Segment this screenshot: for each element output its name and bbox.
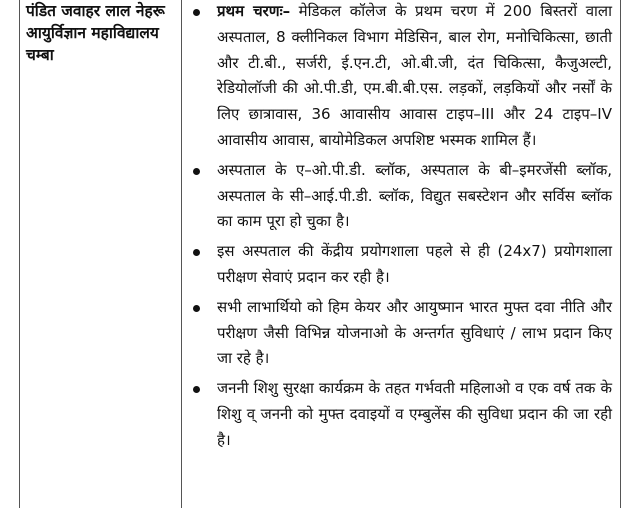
details-cell (182, 0, 620, 508)
bullet-text: इस अस्पताल की केंद्रीय प्रयोगशाला पहले से ही (24x7) प्रयोगशाला परीक्षण सेवाएं प्रदान कर रही है। (217, 242, 612, 286)
bullet-lead: प्रथम चरणः– (217, 2, 291, 20)
bullet-item (182, 158, 620, 235)
bullet-dot-icon (193, 386, 200, 393)
bullet-text: अस्पताल के ए–ओ.पी.डी. ब्लॉक, अस्पताल के बी–इमरजेंसी ब्लॉक, अस्पताल के सी–आई.पी.डी. ब्लॉक, विद्युत सबस्टेशन और सर्विस ब्लॉक का काम पूरा हो चुका है। (217, 160, 612, 231)
bullet-dot-icon (193, 168, 200, 175)
bullet-item (182, 376, 620, 453)
bullet-dot-icon (193, 305, 200, 312)
bullet-text: सभी लाभार्थियो को हिम केयर और आयुष्मान भारत मुफ्त दवा नीति और परीक्षण जैसी विभिन्न योजनाओ के अन्तर्गत सुविधाएं / लाभ प्रदान किए जा रहे है। (217, 297, 612, 368)
institution-cell (20, 0, 182, 508)
bullet-item (182, 239, 620, 291)
institution-name: पंडित जवाहर लाल नेहरू आयुर्विज्ञान महाविद्यालय चम्बा (26, 2, 165, 64)
bullet-list (182, 0, 620, 454)
bullet-dot-icon (193, 9, 200, 16)
bullet-item (182, 295, 620, 372)
bullet-text: जननी शिशु सुरक्षा कार्यक्रम के तहत गर्भवती महिलाओ व एक वर्ष तक के शिशु व् जननी को मुफ्त दवाइयों व एम्बुलेंस की सुविधा प्रदान की जा रही है। (217, 379, 612, 449)
bullet-text: मेडिकल कॉलेज के प्रथम चरण में 200 बिस्तरों वाला अस्पताल, 8 क्लीनिकल विभाग मेडिसिन, बाल रोग, मनोचिकित्सा, छाती और टी.बी., सर्जरी, ई.एन.टी, ओ.बी.जी, दंत चिकित्सा, कैजुअल्टी, रेडियोलॉजी की ओ.पी.डी, एम.बी.बी.एस. लड़कों, लड़कियों और नर्सों के लिए छात्रावास, 36 आवासीय आवास टाइप–III और 24 टाइप–IV आवासीय आवास, बायोमेडिकल अपशिष्ट भस्मक शामिल हैं। (217, 2, 612, 149)
bullet-item (182, 0, 620, 154)
document-table (19, 0, 621, 508)
bullet-dot-icon (193, 249, 200, 256)
